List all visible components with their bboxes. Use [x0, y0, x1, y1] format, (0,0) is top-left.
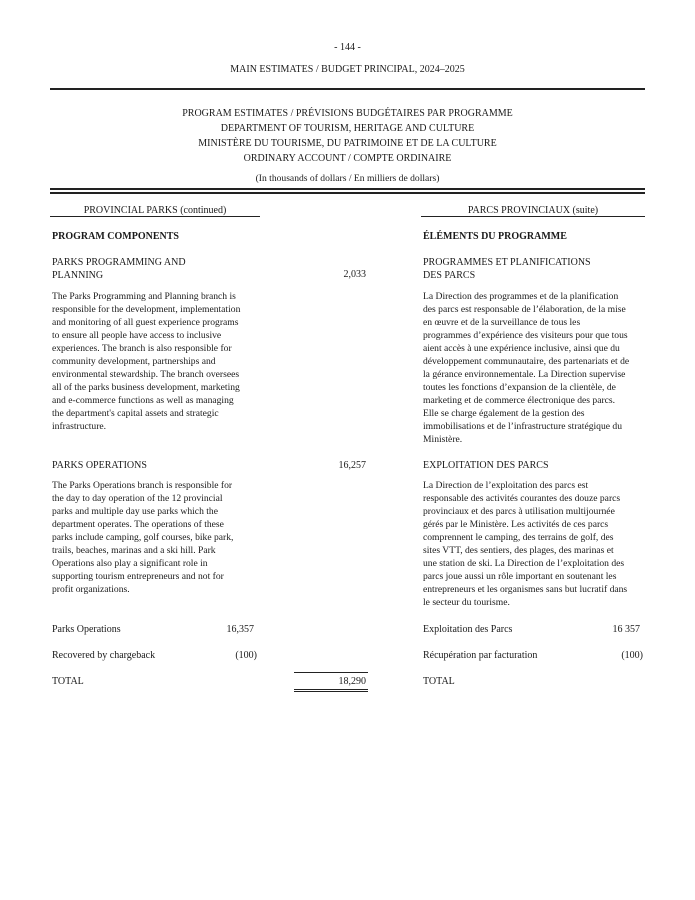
left-ppp-description: [52, 290, 267, 433]
left-row-recovered-label: Recovered by chargeback: [52, 650, 156, 661]
text-line: développement communautaire, des partenariats et de: [423, 356, 630, 367]
units-note: (In thousands of dollars / En milliers de dollars): [255, 173, 440, 184]
right-row-recovered-value: (100): [621, 650, 643, 661]
text-line: des parcs est responsable de l’élaboration, de la mise: [423, 304, 626, 315]
text-line: La Direction de l’exploitation des parcs est: [423, 480, 589, 491]
text-line: entrepreneurs et les organismes sans but lucratif dans: [423, 584, 628, 595]
right-section-title: PARCS PROVINCIAUX (suite): [467, 205, 599, 216]
left-ops-description: [52, 479, 267, 596]
header-rule: [50, 88, 645, 90]
left-components-heading: PROGRAM COMPONENTS: [52, 231, 179, 242]
subheader-line-2: DEPARTMENT OF TOURISM, HERITAGE AND CULTURE: [220, 123, 475, 134]
document-title: MAIN ESTIMATES / BUDGET PRINCIPAL, 2024–2025: [230, 64, 465, 75]
text-line: community development, partnerships and: [52, 356, 216, 367]
left-ops-title: PARKS OPERATIONS: [52, 460, 147, 471]
text-line: and e-commerce functions as well as managing: [52, 395, 234, 406]
text-line: the day to day operation of the 12 provincial: [52, 493, 223, 504]
text-line: gérés par le Ministère. Les activités de ces parcs: [423, 519, 609, 530]
right-row-recovered-label: Récupération par facturation: [423, 650, 538, 661]
text-line: parks include camping, golf courses, bike park,: [52, 532, 234, 543]
text-line: la gérance environnementale. La Direction supervise: [423, 369, 626, 380]
text-line: supporting tourism entrepreneurs and not for: [52, 571, 224, 582]
text-line: comprennent le camping, des terrains de golf, des: [423, 532, 614, 543]
right-section-underline: [421, 216, 645, 217]
subheader-line-3: MINISTÈRE DU TOURISME, DU PATRIMOINE ET DE LA CULTURE: [198, 138, 497, 149]
left-row-recovered-value: (100): [235, 650, 257, 661]
double-rule-bottom: [50, 192, 645, 194]
ppp-amount: 2,033: [343, 269, 366, 280]
text-line: le secteur du tourisme.: [423, 597, 510, 608]
total-double-rule-2: [294, 691, 368, 692]
text-line: trails, beaches, marinas and a ski hill. Park: [52, 545, 216, 556]
right-ppp-title-line-2: DES PARCS: [423, 270, 476, 281]
text-line: responsable des activités courantes des douze parcs: [423, 493, 621, 504]
page-number: - 144 -: [334, 42, 361, 53]
text-line: Ministère.: [423, 434, 463, 445]
text-line: programmes d’expérience des visiteurs pour que tous: [423, 330, 628, 341]
text-line: the department's capital assets and strategic: [52, 408, 219, 419]
total-rule: [294, 672, 368, 673]
total-double-rule-1: [294, 689, 368, 690]
text-line: parks and multiple day use parks which the: [52, 506, 218, 517]
left-ppp-title: [52, 256, 186, 282]
text-line: responsible for the development, implementation: [52, 304, 241, 315]
text-line: marketing et de commerce électronique des parcs.: [423, 395, 616, 406]
right-row-ops-value: 16 357: [612, 624, 640, 635]
left-total-label: TOTAL: [52, 676, 84, 687]
text-line: environmental stewardship. The branch oversees: [52, 369, 240, 380]
right-ppp-description: [423, 290, 648, 446]
right-ppp-title-line-1: PROGRAMMES ET PLANIFICATIONS: [423, 257, 591, 268]
right-ops-description: [423, 479, 648, 609]
text-line: immobilisations et de l’infrastructure stratégique du: [423, 421, 623, 432]
text-line: provinciaux et des parcs à utilisation multijournée: [423, 506, 615, 517]
subheader-line-4: ORDINARY ACCOUNT / COMPTE ORDINAIRE: [243, 153, 452, 164]
text-line: Elle se charge également de la gestion des: [423, 408, 585, 419]
text-line: The Parks Programming and Planning branch is: [52, 291, 236, 302]
text-line: aient accès à une expérience inclusive, ainsi que du: [423, 343, 620, 354]
text-line: en œuvre et de la surveillance de tous les: [423, 317, 581, 328]
left-ppp-title-line-1: PARKS PROGRAMMING AND: [52, 257, 186, 268]
right-components-heading: ÉLÉMENTS DU PROGRAMME: [423, 231, 567, 242]
right-row-ops-label: Exploitation des Parcs: [423, 624, 513, 635]
text-line: Operations also play a significant role in: [52, 558, 208, 569]
left-section-underline: [50, 216, 260, 217]
total-amount: 18,290: [338, 676, 366, 687]
text-line: The Parks Operations branch is responsible for: [52, 480, 233, 491]
text-line: une station de ski. La Direction de l’exploitation des: [423, 558, 625, 569]
ops-amount: 16,257: [338, 460, 366, 471]
right-total-label: TOTAL: [423, 676, 455, 687]
text-line: sites VTT, des sentiers, des plages, des marinas et: [423, 545, 614, 556]
double-rule-top: [50, 188, 645, 190]
text-line: toutes les fonctions d’expansion de la clientèle, de: [423, 382, 616, 393]
text-line: parcs joue aussi un rôle important en soutenant les: [423, 571, 617, 582]
text-line: all of the parks business development, marketing: [52, 382, 240, 393]
left-ppp-title-line-2: PLANNING: [52, 270, 104, 281]
left-row-ops-value: 16,357: [226, 624, 254, 635]
text-line: to ensure all people have access to inclusive: [52, 330, 222, 341]
text-line: experiences. The branch is also responsible for: [52, 343, 232, 354]
text-line: profit organizations.: [52, 584, 130, 595]
subheader-line-1: PROGRAM ESTIMATES / PRÉVISIONS BUDGÉTAIRES PAR PROGRAMME: [182, 108, 513, 119]
text-line: department operates. The operations of these: [52, 519, 224, 530]
text-line: and monitoring of all guest experience programs: [52, 317, 239, 328]
left-section-title: PROVINCIAL PARKS (continued): [83, 205, 227, 216]
left-row-ops-label: Parks Operations: [52, 624, 121, 635]
right-ppp-title: [423, 256, 591, 282]
text-line: infrastructure.: [52, 421, 107, 432]
right-ops-title: EXPLOITATION DES PARCS: [423, 460, 549, 471]
text-line: La Direction des programmes et de la planification: [423, 291, 619, 302]
